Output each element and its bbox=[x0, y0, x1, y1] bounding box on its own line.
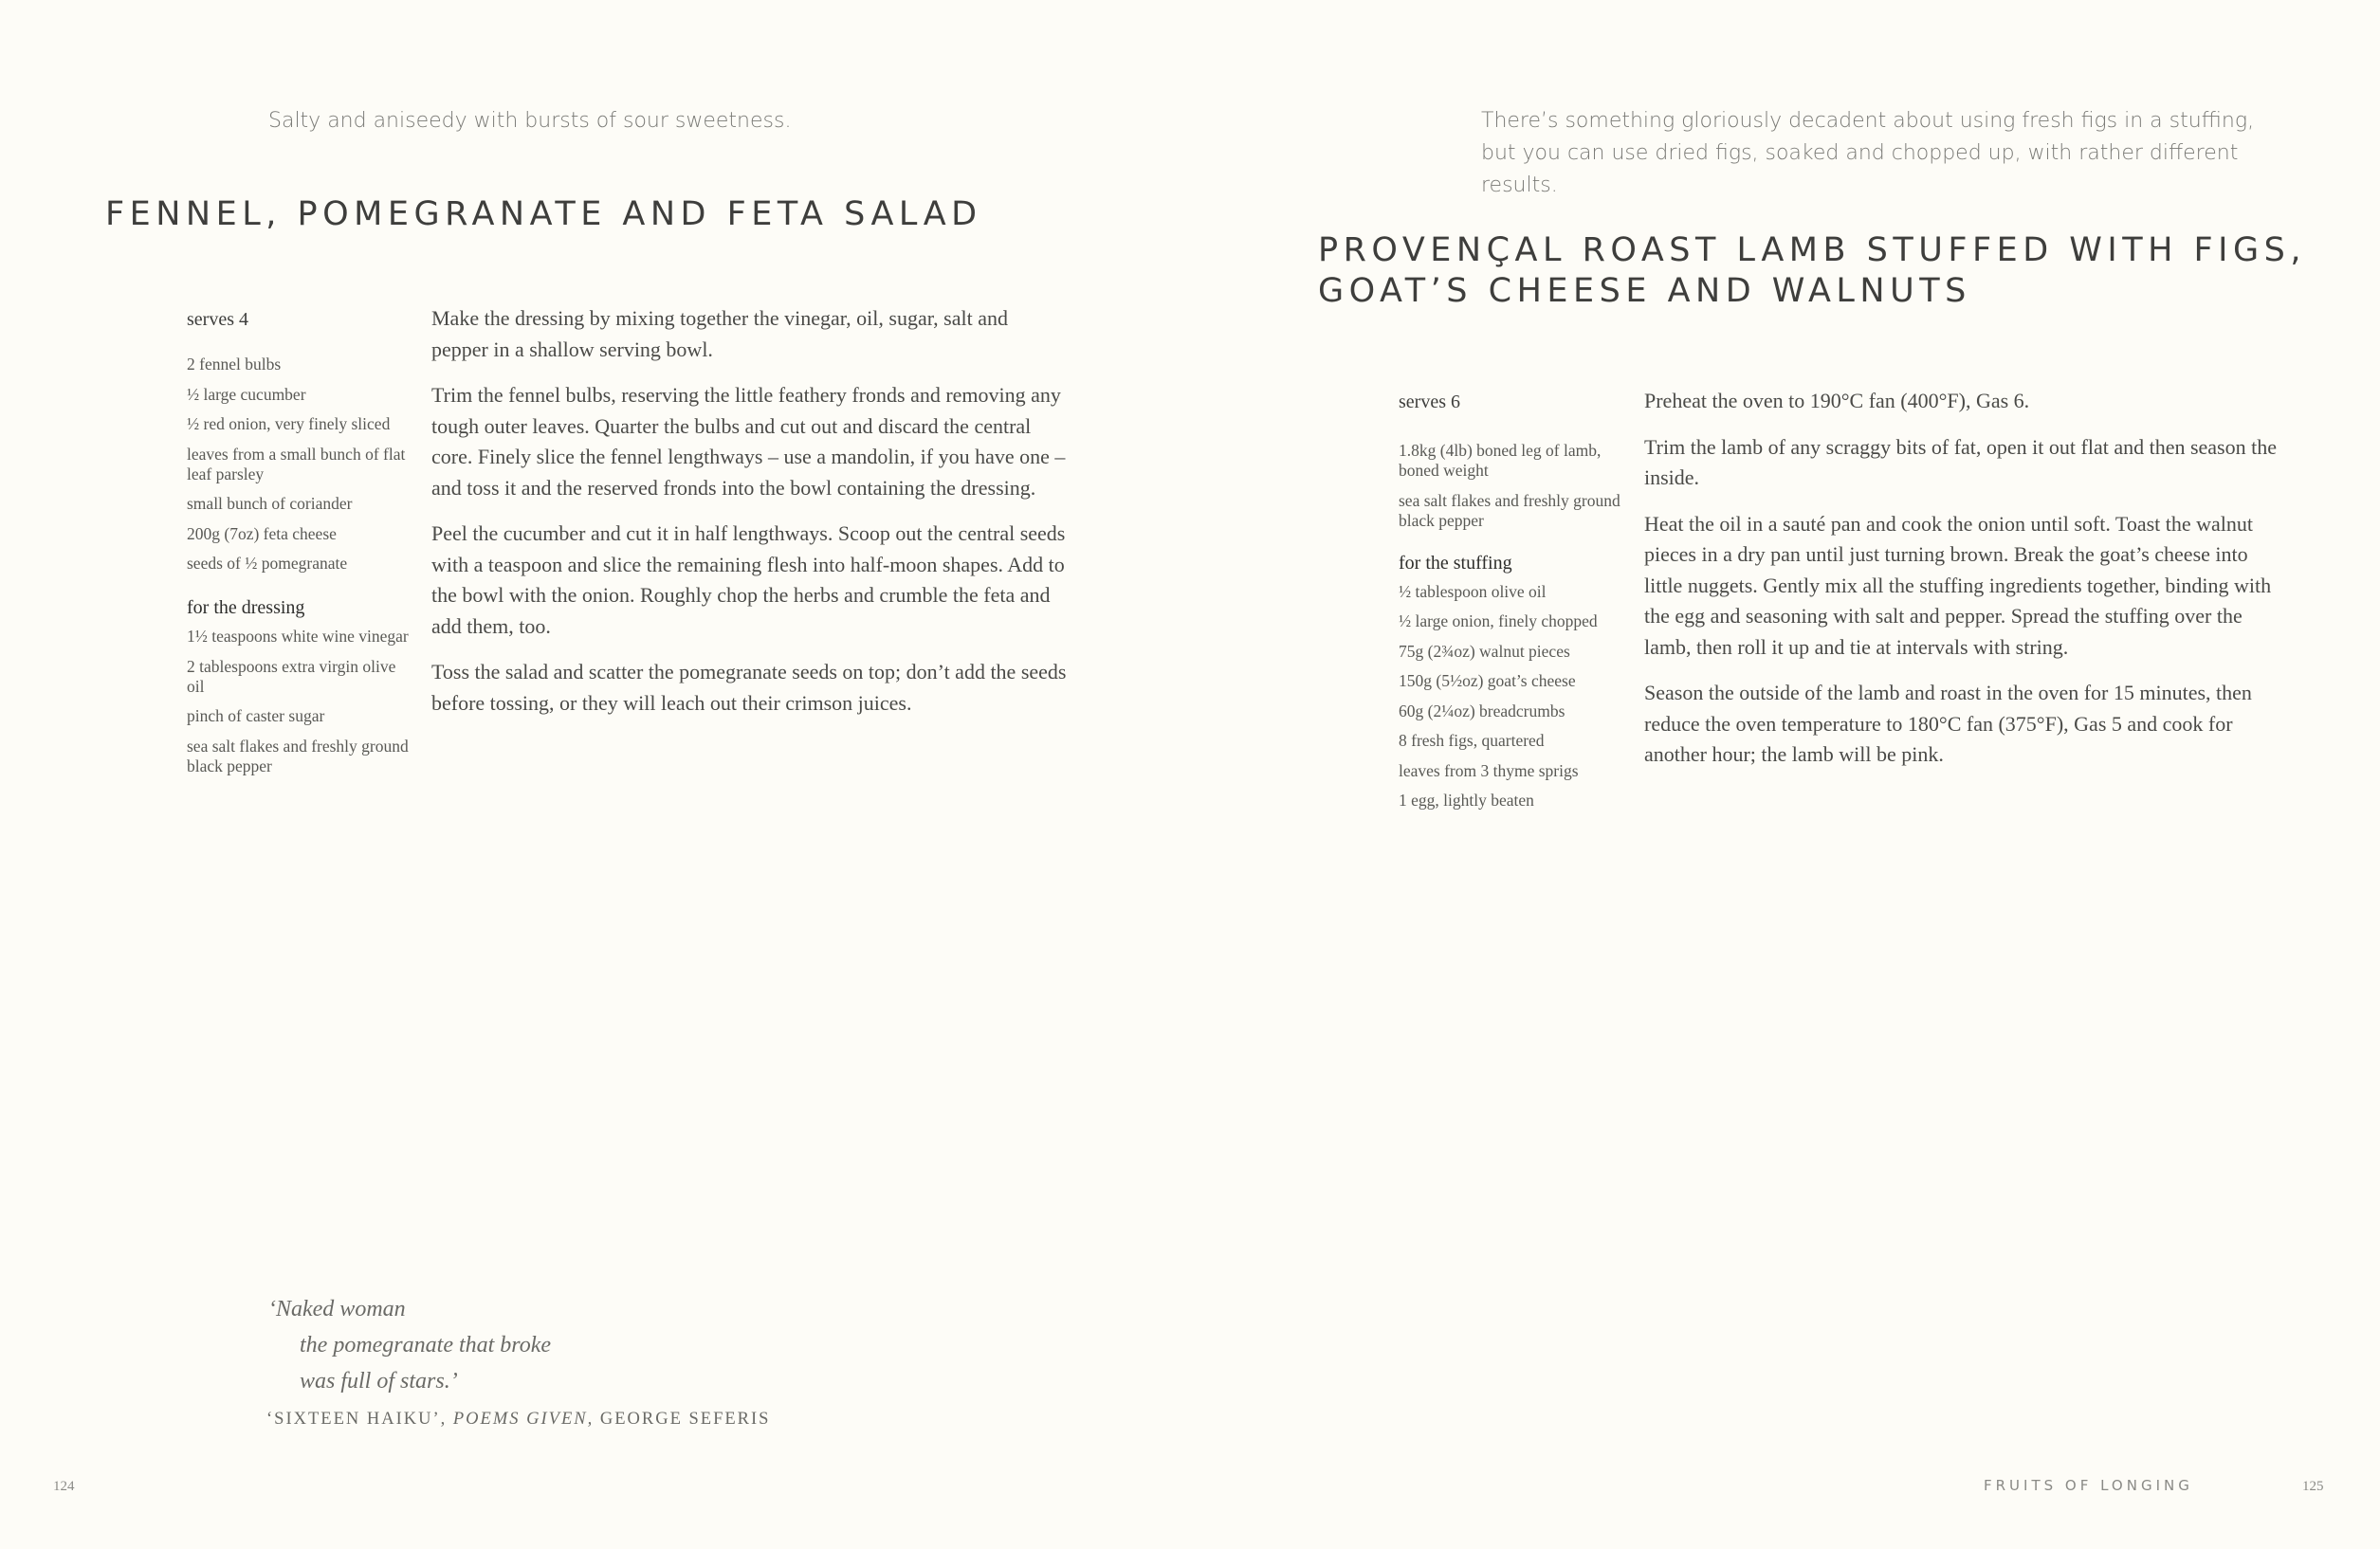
ingredient-item: ½ red onion, very finely sliced bbox=[187, 414, 391, 433]
right-title-line: PROVENÇAL ROAST LAMB STUFFED WITH FIGS, bbox=[1318, 231, 2306, 269]
ingredient-item: 75g (2¾oz) walnut pieces bbox=[1399, 641, 1570, 661]
ingredient-item: 1½ teaspoons white wine vinegar bbox=[187, 627, 409, 646]
right-ingredients-column bbox=[1399, 390, 1626, 821]
ingredient-item: leaves from a small bunch of flat leaf parsley bbox=[187, 444, 406, 483]
ingredient-item: 60g (2¼oz) breadcrumbs bbox=[1399, 701, 1565, 720]
method-paragraph: Season the outside of the lamb and roast in the oven for 15 minutes, then reduce the oven temperature to 180°C fan (375°F), Gas 5 and cook for another hour; the lamb will be pink. bbox=[1644, 681, 2252, 766]
attribution-book-title: POEMS GIVEN, bbox=[452, 1410, 595, 1429]
running-head: FRUITS OF LONGING bbox=[1984, 1477, 2193, 1494]
ingredient-item: ½ large onion, finely chopped bbox=[1399, 611, 1598, 630]
left-ingredient-list bbox=[187, 355, 414, 574]
left-method bbox=[431, 303, 1069, 734]
ingredient-item: 1.8kg (4lb) boned leg of lamb, boned weight bbox=[1399, 441, 1602, 480]
right-recipe-title bbox=[1318, 230, 2306, 312]
ingredient-item: 2 tablespoons extra virgin olive oil bbox=[187, 656, 396, 696]
left-ingredients-column bbox=[187, 307, 414, 786]
ingredient-item: small bunch of coriander bbox=[187, 494, 353, 513]
left-serves: serves 4 bbox=[187, 309, 248, 330]
dressing-heading: for the dressing bbox=[187, 597, 305, 618]
stuffing-heading: for the stuffing bbox=[1399, 552, 1512, 574]
right-method bbox=[1644, 386, 2279, 786]
left-title-line: FENNEL, POMEGRANATE AND FETA SALAD bbox=[105, 195, 982, 233]
ingredient-item: ½ large cucumber bbox=[187, 384, 306, 404]
method-paragraph: Trim the lamb of any scraggy bits of fat, open it out flat and then season the inside. bbox=[1644, 434, 2277, 489]
right-serves: serves 6 bbox=[1399, 392, 1460, 412]
right-title-line: GOAT’S CHEESE AND WALNUTS bbox=[1318, 272, 1971, 310]
method-paragraph: Trim the fennel bulbs, reserving the little feathery fronds and removing any tough outer leaves. Quarter the bulbs and cut out and discard the central core. Finely slice the fennel lengthways – use a mandolin, if you have one – and toss it and the reserved fronds into the bowl containing the dressing. bbox=[431, 383, 1066, 500]
ingredient-item: 8 fresh figs, quartered bbox=[1399, 731, 1545, 750]
ingredient-item: 200g (7oz) feta cheese bbox=[187, 523, 337, 543]
method-paragraph: Heat the oil in a sauté pan and cook the onion until soft. Toast the walnut pieces in a dry pan until just turning brown. Break the goat’s cheese into little nuggets. Gently mix all the stuffing ingredients together, binding with the egg and seasoning with salt and pepper. Spread the stuffing over the lamb, then roll it up and tie at intervals with string. bbox=[1644, 511, 2272, 659]
ingredient-item: leaves from 3 thyme sprigs bbox=[1399, 760, 1579, 780]
right-ingredient-list bbox=[1399, 441, 1626, 531]
quote-attribution bbox=[266, 1410, 770, 1430]
ingredient-item: 1 egg, lightly beaten bbox=[1399, 791, 1534, 810]
attribution-part: ‘SIXTEEN HAIKU’, bbox=[266, 1410, 453, 1429]
stuffing-ingredient-list bbox=[1399, 582, 1626, 811]
ingredient-item: sea salt flakes and freshly ground black pepper bbox=[187, 736, 409, 775]
left-intro: Salty and aniseedy with bursts of sour sweetness. bbox=[268, 109, 792, 133]
left-recipe-title bbox=[105, 194, 982, 235]
ingredient-item: pinch of caster sugar bbox=[187, 706, 325, 725]
method-paragraph: Toss the salad and scatter the pomegranate seeds on top; don’t add the seeds before tossing, or they will leach out their crimson juices. bbox=[431, 660, 1067, 715]
ingredient-item: 2 fennel bulbs bbox=[187, 355, 282, 374]
right-intro: There’s something gloriously decadent about using fresh figs in a stuffing, but you can use dried figs, soaked and chopped up, with rather different results. bbox=[1481, 109, 2255, 197]
quote-line: the pomegranate that broke bbox=[300, 1333, 552, 1358]
method-paragraph: Peel the cucumber and cut it in half lengthways. Scoop out the central seeds with a teaspoon and slice the remaining flesh into half-moon shapes. Add to the bowl with the onion. Roughly chop the herbs and crumble the feta and add them, too. bbox=[431, 521, 1066, 638]
left-page-number: 124 bbox=[53, 1479, 75, 1494]
ingredient-item: ½ tablespoon olive oil bbox=[1399, 581, 1547, 601]
quote-line: was full of stars.’ bbox=[300, 1369, 458, 1394]
ingredient-item: seeds of ½ pomegranate bbox=[187, 554, 348, 573]
method-paragraph: Make the dressing by mixing together the vinegar, oil, sugar, salt and pepper in a shallow serving bowl. bbox=[431, 306, 1008, 361]
method-paragraph: Preheat the oven to 190°C fan (400°F), Gas 6. bbox=[1644, 389, 2030, 412]
attribution-author: GEORGE SEFERIS bbox=[594, 1410, 771, 1429]
haiku-quote bbox=[268, 1291, 551, 1399]
quote-line: ‘Naked woman bbox=[268, 1297, 406, 1321]
right-page-number: 125 bbox=[2302, 1479, 2324, 1494]
ingredient-item: 150g (5½oz) goat’s cheese bbox=[1399, 671, 1576, 690]
ingredient-item: sea salt flakes and freshly ground black pepper bbox=[1399, 490, 1620, 530]
dressing-ingredient-list bbox=[187, 627, 414, 776]
